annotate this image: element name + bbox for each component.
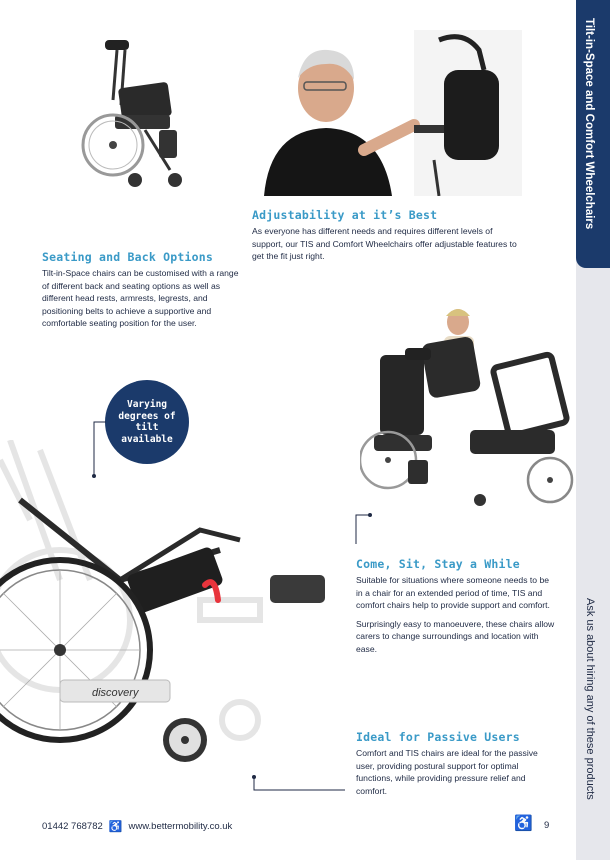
seating-heading: Seating and Back Options <box>42 250 213 264</box>
wheelchair-photo-small <box>75 30 205 195</box>
two-chairs-photo <box>360 300 575 515</box>
tilt-callout-text: Varying degrees of tilt available <box>118 399 176 445</box>
seating-body: Tilt-in-Space chairs can be customised with a range of different back and seating options as well as different head rests, armrests, legrests, and positioning belts to achieve a supportive and comfortable seating position for the user. <box>42 268 239 329</box>
sidebar-title: Tilt-in-Space and Comfort Wheelchairs <box>583 18 595 230</box>
adjusting-chair-photo <box>264 30 522 196</box>
footer <box>42 820 232 833</box>
come-sit-heading: Come, Sit, Stay a While <box>356 557 520 571</box>
adjustability-heading: Adjustability at it’s Best <box>252 208 438 222</box>
come-sit-body-2: Surprisingly easy to manoeuvere, these chairs allow carers to change surroundings and location with ease. <box>356 618 555 654</box>
footer-website[interactable]: www.bettermobility.co.uk <box>128 821 233 832</box>
page-number: 9 <box>544 820 550 831</box>
chair-brand-label: discovery <box>92 687 139 699</box>
adjustability-body: As everyone has different needs and requires different levels of support, our TIS and Comfort Wheelchairs offer adjustable features to get the fit just right. <box>252 226 517 262</box>
passive-heading: Ideal for Passive Users <box>356 730 520 744</box>
tilt-wheelchair-illustration <box>0 440 340 780</box>
sidebar-note: Ask us about hiring any of these products <box>584 598 596 800</box>
come-sit-body-1: Suitable for situations where someone needs to be in a chair for an extended period of time, TIS and comfort chairs help to provide support and comfort. <box>356 575 550 611</box>
passive-connector <box>250 774 360 794</box>
come-sit-connector <box>352 512 372 546</box>
wheelchair-logo-icon: ♿ <box>514 815 533 832</box>
footer-phone: 01442 768782 <box>42 821 103 832</box>
wheelchair-logo-icon: ♿ <box>108 821 123 833</box>
passive-body: Comfort and TIS chairs are ideal for the passive user, providing postural support for optimal functions, while providing pressure relief and comfort. <box>356 748 538 796</box>
